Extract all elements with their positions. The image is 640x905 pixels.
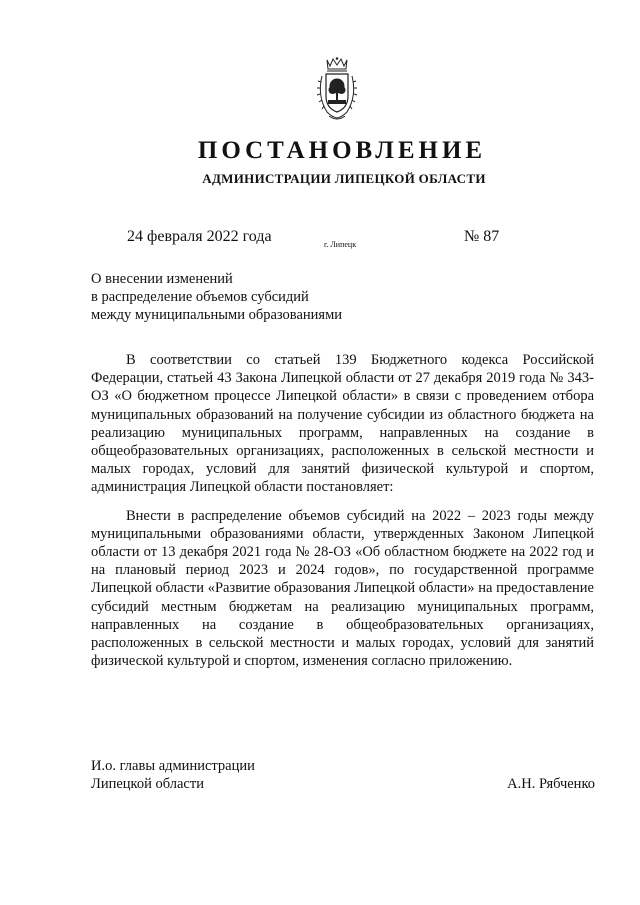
organization-name-text: АДМИНИСТРАЦИИ ЛИПЕЦКОЙ ОБЛАСТИ — [202, 171, 486, 186]
body-paragraph: Внести в распределение объемов субсидий на 2022 – 2023 годы между муниципальными образованиями области, утвержденных Законом Липецкой области от 13 декабря 2021 года № 28-ОЗ «Об областном бюджете на 2022 год и на плановый период 2023 и 2024 годов», по государственной программе Липецкой области «Развитие образования Липецкой области» на предоставление субсидий местным бюджетам на реализацию муниципальных программ, направленных на создание в общеобразовательных организациях, расположенных в сельской местности и малых городах, условий для занятий физической культурой и спортом, изменения согласно приложению. — [91, 507, 594, 670]
document-date: 24 февраля 2022 года — [127, 228, 272, 245]
document-title: ПОСТАНОВЛЕНИЕ — [197, 137, 487, 164]
document-number: № 87 — [464, 228, 500, 245]
document-subject — [91, 270, 391, 324]
subject-line: в распределение объемов субсидий — [91, 289, 309, 305]
subject-line: О внесении изменений — [91, 271, 233, 287]
signatory-position — [91, 757, 255, 793]
document-city: г. Липецк — [324, 240, 357, 249]
signatory-position-line: И.о. главы администрации — [91, 758, 255, 774]
organization-name — [0, 171, 640, 187]
document-body — [91, 351, 594, 670]
signatory-position-line: Липецкой области — [91, 776, 204, 792]
subject-line: между муниципальными образованиями — [91, 307, 343, 323]
signatory-name: А.Н. Рябченко — [507, 776, 595, 792]
body-paragraph: В соответствии со статьей 139 Бюджетного кодекса Российской Федерации, статьей 43 Закона Липецкой области от 27 декабря 2019 года № 343-ОЗ «О бюджетном процессе Липецкой области» в связи с проведением отбора муниципальных образований на получение субсидии из областного бюджета на реализацию муниципальных программ, направленных на создание в общеобразовательных организациях, расположенных в сельской местности и малых городах, условий для занятий физической культурой и спортом, администрация Липецкой области постановляет: — [91, 352, 594, 496]
coat-of-arms-icon — [315, 56, 359, 122]
